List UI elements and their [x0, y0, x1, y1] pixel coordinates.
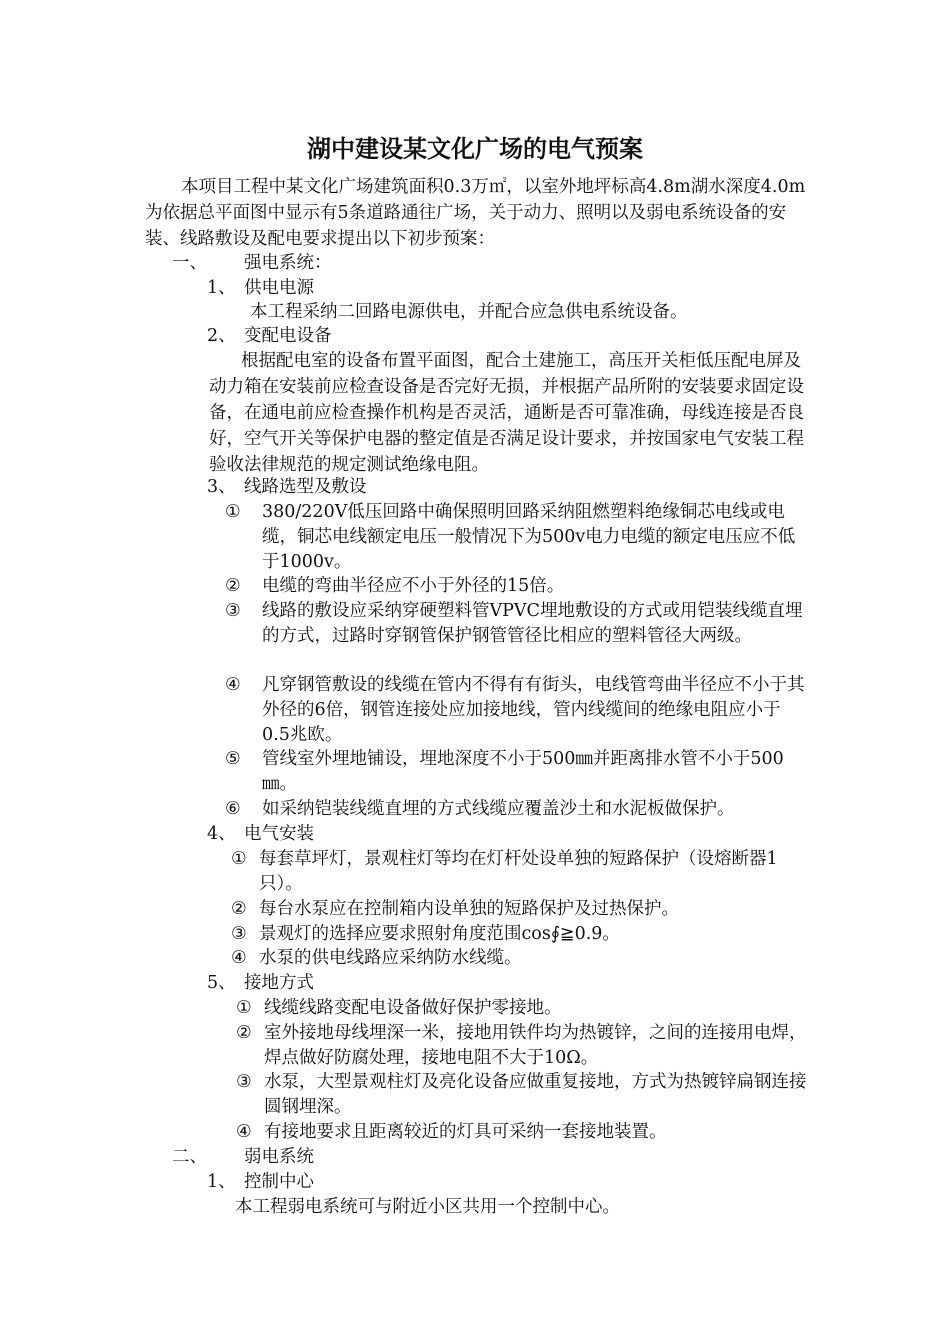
list-item-text: 管线室外埋地铺设，埋地深度不小于500㎜并距离排水管不小于500㎜。	[262, 749, 784, 794]
list-item-text: 线路的敷设应采纳穿硬塑料管VPVC埋地敷设的方式或用铠装线缆直埋的方式，过路时穿钢管保护钢管管径比相应的塑料管径大两级。	[262, 601, 803, 646]
list-item-marker: ④	[225, 675, 241, 695]
list-item-marker: ⑤	[225, 749, 241, 769]
list-item-marker: ⑥	[225, 799, 241, 819]
subsection-1-2-body: 根据配电室的设备布置平面图，配合土建施工，高压开关柜低压配电屏及动力箱在安装前应检查设备是否完好无损，并根据产品所附的安装要求固定设备，在通电前应检查操作机构是否灵活，通断是否可靠准确，母线连接是否良好，空气开关等保护电器的整定值是否满足设计要求，并按国家电气安装工程验收法律规范的规定测试绝缘电阻。	[209, 351, 804, 475]
list-item-marker: ④	[236, 1122, 252, 1142]
list-item-marker: ③	[225, 601, 241, 621]
list-item-marker: ③	[231, 924, 247, 944]
list-item-text: 每台水泵应在控制箱内设单独的短路保护及过热保护。	[259, 899, 679, 919]
list-item-marker: ②	[231, 899, 247, 919]
subsection-1-3-number: 3、	[207, 477, 236, 497]
section-1-number: 一、	[172, 253, 207, 273]
list-item-marker: ②	[225, 576, 241, 596]
subsection-1-2-number: 2、	[207, 326, 236, 346]
subsection-1-1-body: 本工程采纳二回路电源供电，并配合应急供电系统设备。	[250, 302, 688, 322]
intro-paragraph: 本项目工程中某文化广场建筑面积0.3万㎡，以室外地坪标高4.8m湖水深度4.0m为依据总平面图中显示有5条道路通往广场，关于动力、照明以及弱电系统设备的安装、线路敷设及配电要求提出以下初步预案：	[145, 177, 806, 249]
subsection-1-4-number: 4、	[207, 824, 236, 844]
subsection-2-1-body: 本工程弱电系统可与附近小区共用一个控制中心。	[235, 1197, 620, 1217]
subsection-1-1-title: 供电电源	[244, 278, 314, 298]
list-item-text: 线缆线路变配电设备做好保护零接地。	[264, 998, 562, 1018]
list-item-text: 380/220V低压回路中确保照明回路采纳阻燃塑料绝缘铜芯电线或电缆，铜芯电线额定电压一般情况下为500v电力电缆的额定电压应不低于1000v。	[262, 502, 796, 572]
list-item-text: 景观灯的选择应要求照射角度范围cos∮≧0.9。	[259, 924, 620, 944]
list-item-text: 凡穿钢管敷设的线缆在管内不得有有街头，电线管弯曲半径应不小于其外径的6倍，钢管连接处应加接地线，管内线缆间的绝缘电阻应小于0.5兆欧。	[262, 675, 805, 745]
section-1-title: 强电系统：	[244, 253, 332, 273]
subsection-1-4-title: 电气安装	[244, 824, 314, 844]
subsection-2-1-number: 1、	[207, 1172, 236, 1192]
list-item-marker: ④	[231, 948, 247, 968]
document-title: 湖中建设某文化广场的电气预案	[307, 135, 643, 163]
list-item-text: 水泵，大型景观柱灯及亮化设备应做重复接地，方式为热镀锌扁钢连接圆钢埋深。	[264, 1072, 807, 1117]
subsection-2-1-title: 控制中心	[244, 1172, 314, 1192]
section-2-number: 二、	[172, 1147, 207, 1167]
subsection-1-1-number: 1、	[207, 278, 236, 298]
subsection-1-2-title: 变配电设备	[244, 326, 332, 346]
list-item-marker: ②	[236, 1023, 252, 1043]
subsection-1-5-number: 5、	[207, 973, 236, 993]
list-item-text: 有接地要求且距离较近的灯具可采纳一套接地装置。	[264, 1122, 667, 1142]
list-item-text: 室外接地母线埋深一米，接地用铁件均为热镀锌，之间的连接用电焊，焊点做好防腐处理，接地电阻不大于10Ω。	[264, 1023, 807, 1068]
subsection-1-3-title: 线路选型及敷设	[244, 477, 367, 497]
list-item-text: 水泵的供电线路应采纳防水线缆。	[259, 948, 522, 968]
list-item-marker: ①	[236, 998, 252, 1018]
list-item-marker: ③	[236, 1072, 252, 1092]
section-2-title: 弱电系统	[244, 1147, 314, 1167]
list-item-text: 电缆的弯曲半径应不小于外径的15倍。	[262, 576, 565, 596]
list-item-text: 每套草坪灯，景观柱灯等均在灯杆处设单独的短路保护（设熔断器1只）。	[259, 849, 778, 894]
list-item-marker: ①	[225, 502, 241, 522]
list-item-marker: ①	[231, 849, 247, 869]
subsection-1-5-title: 接地方式	[244, 973, 314, 993]
list-item-text: 如采纳铠装线缆直埋的方式线缆应覆盖沙土和水泥板做保护。	[262, 799, 735, 819]
